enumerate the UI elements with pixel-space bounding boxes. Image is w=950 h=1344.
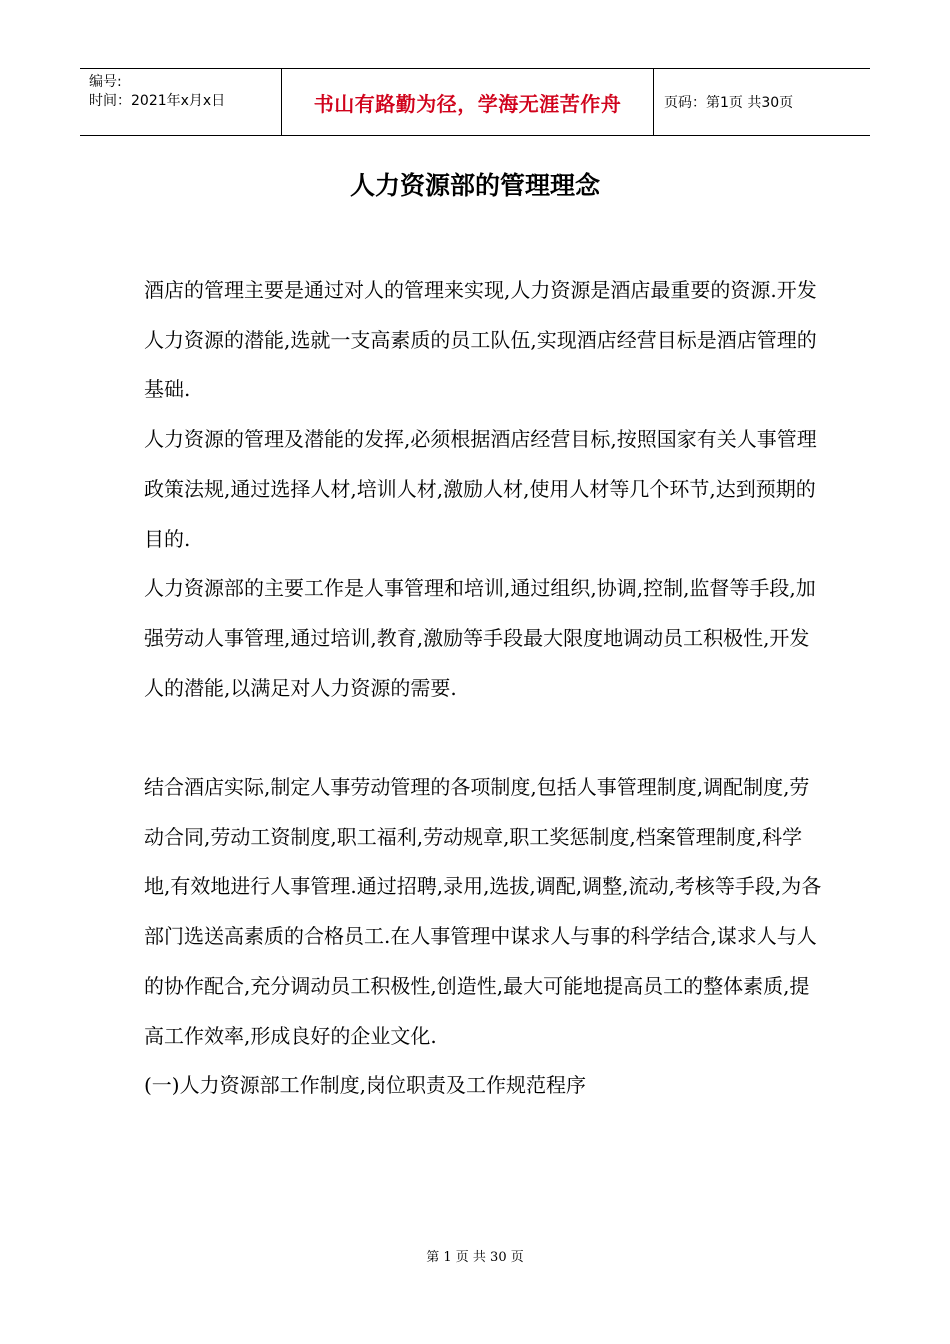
header-page-info: 页码：第1页 共30页 — [664, 95, 794, 111]
document-body — [144, 266, 824, 1111]
number-label: 编号: — [89, 74, 122, 90]
document-title: 人力资源部的管理理念 — [349, 171, 600, 200]
paragraph: 结合酒店实际,制定人事劳动管理的各项制度,包括人事管理制度,调配制度,劳动合同,劳动工资制度,职工福利,劳动规章,职工奖惩制度,档案管理制度,科学地,有效地进行人事管理.通过招聘,录用,选拔,调配,调整,流动,考核等手段,为各部门选送高素质的合格员工.在人事管理中谋求人与事的科学结合,谋求人与人的协作配合,充分调动员工积极性,创造性,最大可能地提高员工的整体素质,提高工作效率,形成良好的企业文化. — [144, 775, 822, 1048]
section-heading: (一)人力资源部工作制度,岗位职责及工作规范程序 — [144, 1073, 586, 1098]
header-meta-cell — [80, 69, 282, 135]
time-label: 时间：2021年x月x日 — [89, 93, 226, 109]
paragraph: 人力资源部的主要工作是人事管理和培训,通过组织,协调,控制,监督等手段,加强劳动人事管理,通过培训,教育,激励等手段最大限度地调动员工积极性,开发人的潜能,以满足对人力资源的需要. — [144, 576, 816, 700]
header-motto: 书山有路勤为径，学海无涯苦作舟 — [282, 69, 654, 135]
page-footer: 第 1 页 共 30 页 — [426, 1250, 524, 1265]
paragraph: 酒店的管理主要是通过对人的管理来实现,人力资源是酒店最重要的资源.开发人力资源的潜能,选就一支高素质的员工队伍,实现酒店经营目标是酒店管理的基础. — [144, 278, 817, 402]
paragraph-gap — [144, 713, 824, 763]
document-header — [80, 68, 870, 136]
paragraph: 人力资源的管理及潜能的发挥,必须根据酒店经营目标,按照国家有关人事管理政策法规,通过选择人材,培训人材,激励人材,使用人材等几个环节,达到预期的目的. — [144, 427, 817, 551]
